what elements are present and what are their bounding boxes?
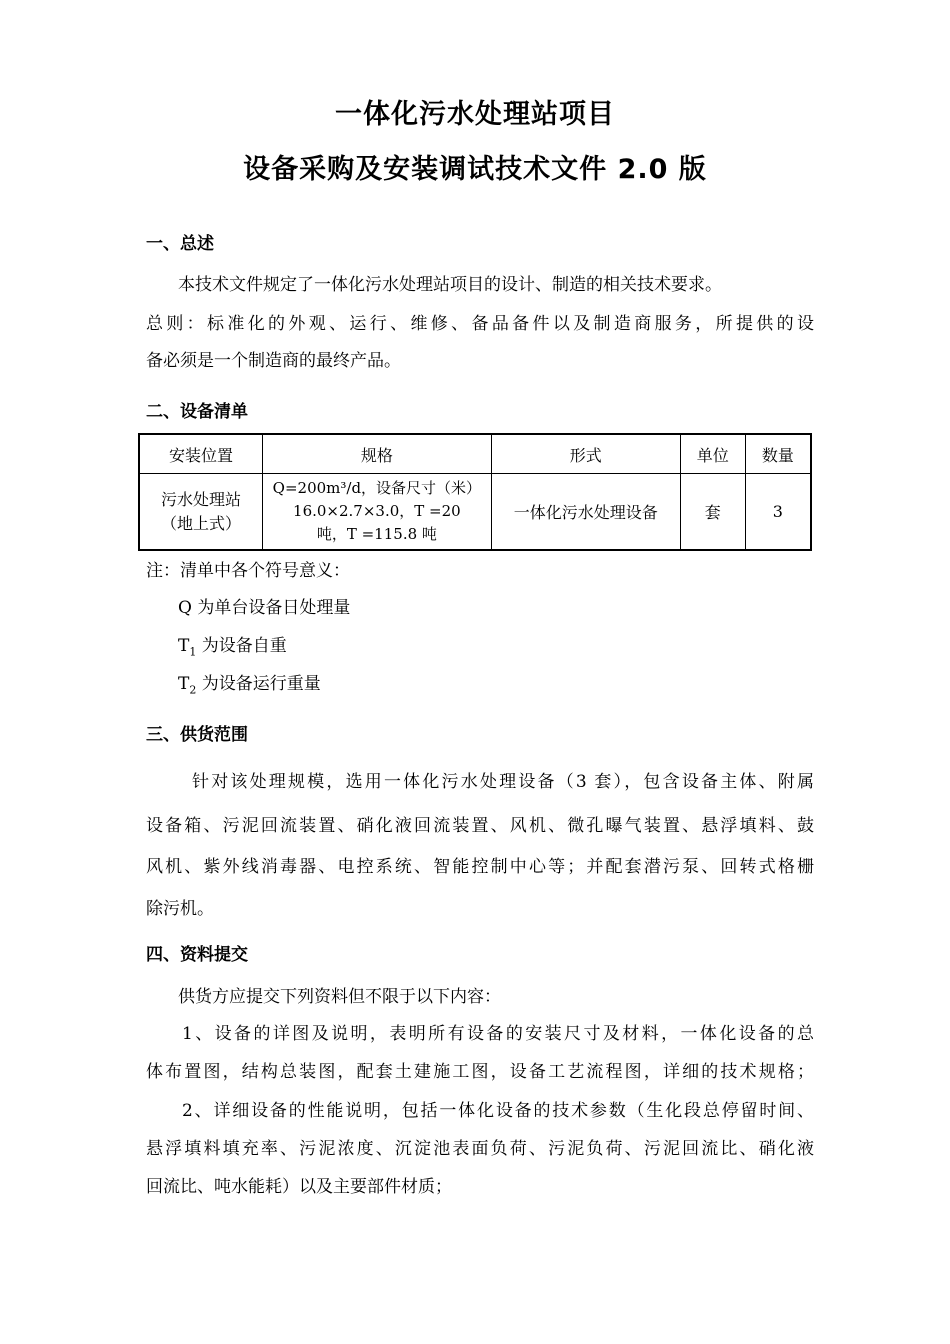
- location-cell: [139, 474, 263, 551]
- spec-line: 吨，T =115.8 吨: [316, 525, 437, 543]
- supply-scope-line: 设备箱、污泥回流装置、硝化液回流装置、风机、微孔曝气装置、悬浮填料、鼓: [146, 816, 814, 836]
- spec-cell: [263, 474, 492, 551]
- location-name: 污水处理站: [161, 489, 242, 509]
- table-header-row: [139, 434, 811, 474]
- spec-line: Q=200m³/d，设备尺寸（米）: [272, 479, 482, 497]
- notes-title: 注：清单中各个符号意义：: [146, 561, 350, 581]
- subscript: 2: [189, 683, 197, 697]
- equipment-table: [138, 433, 812, 551]
- table-header-cell: 安装位置: [139, 434, 263, 474]
- general-rules-line-2: 备必须是一个制造商的最终产品。: [146, 351, 401, 371]
- supply-scope-line: 风机、紫外线消毒器、电控系统、智能控制中心等；并配套潜污泵、回转式格栅: [146, 857, 814, 877]
- table-row: [139, 474, 811, 551]
- section-heading-equipment-list: 二、设备清单: [146, 402, 248, 422]
- section-heading-documents: 四、资料提交: [146, 945, 248, 965]
- general-rules-line-1: 总则：标准化的外观、运行、维修、备品备件以及制造商服务，所提供的设: [146, 314, 814, 334]
- quantity-cell: 3: [745, 474, 811, 551]
- subscript: 1: [189, 645, 197, 659]
- supply-scope-line: 针对该处理规模，选用一体化污水处理设备（3 套），包含设备主体、附属: [192, 772, 814, 792]
- document-item-line: 回流比、吨水能耗）以及主要部件材质；: [146, 1177, 452, 1197]
- document-item-line: 1、设备的详图及说明，表明所有设备的安装尺寸及材料，一体化设备的总: [182, 1024, 814, 1044]
- symbol: T: [178, 636, 190, 656]
- symbol: T: [178, 674, 190, 694]
- supply-scope-line: 除污机。: [146, 899, 214, 919]
- form-cell: 一体化污水处理设备: [491, 474, 680, 551]
- document-subtitle: 设备采购及安装调试技术文件 2.0 版: [243, 154, 707, 185]
- unit-cell: 套: [680, 474, 745, 551]
- spec-line: 16.0×2.7×3.0，T =20: [293, 502, 461, 520]
- documents-intro: 供货方应提交下列资料但不限于以下内容：: [178, 987, 501, 1007]
- document-item-line: 悬浮填料填充率、污泥浓度、沉淀池表面负荷、污泥负荷、污泥回流比、硝化液: [146, 1139, 814, 1159]
- overview-paragraph: 本技术文件规定了一体化污水处理站项目的设计、制造的相关技术要求。: [178, 275, 722, 295]
- note-q: Q 为单台设备日处理量: [178, 598, 351, 618]
- table-header-cell: 单位: [680, 434, 745, 474]
- note-text: 为设备自重: [201, 636, 287, 656]
- document-title: 一体化污水处理站项目: [335, 99, 615, 130]
- table-header-cell: 规格: [263, 434, 492, 474]
- note-text: 为设备运行重量: [201, 674, 321, 694]
- location-type: （地上式）: [161, 513, 242, 533]
- table-header-cell: 形式: [491, 434, 680, 474]
- document-item-line: 体布置图，结构总装图，配套土建施工图，设备工艺流程图，详细的技术规格；: [146, 1062, 814, 1082]
- section-heading-supply-scope: 三、供货范围: [146, 725, 248, 745]
- table-header-cell: 数量: [745, 434, 811, 474]
- document-item-line: 2、详细设备的性能说明，包括一体化设备的技术参数（生化段总停留时间、: [182, 1101, 814, 1121]
- section-heading-overview: 一、总述: [146, 234, 214, 254]
- note-t1: [178, 636, 287, 662]
- note-t2: [178, 674, 321, 700]
